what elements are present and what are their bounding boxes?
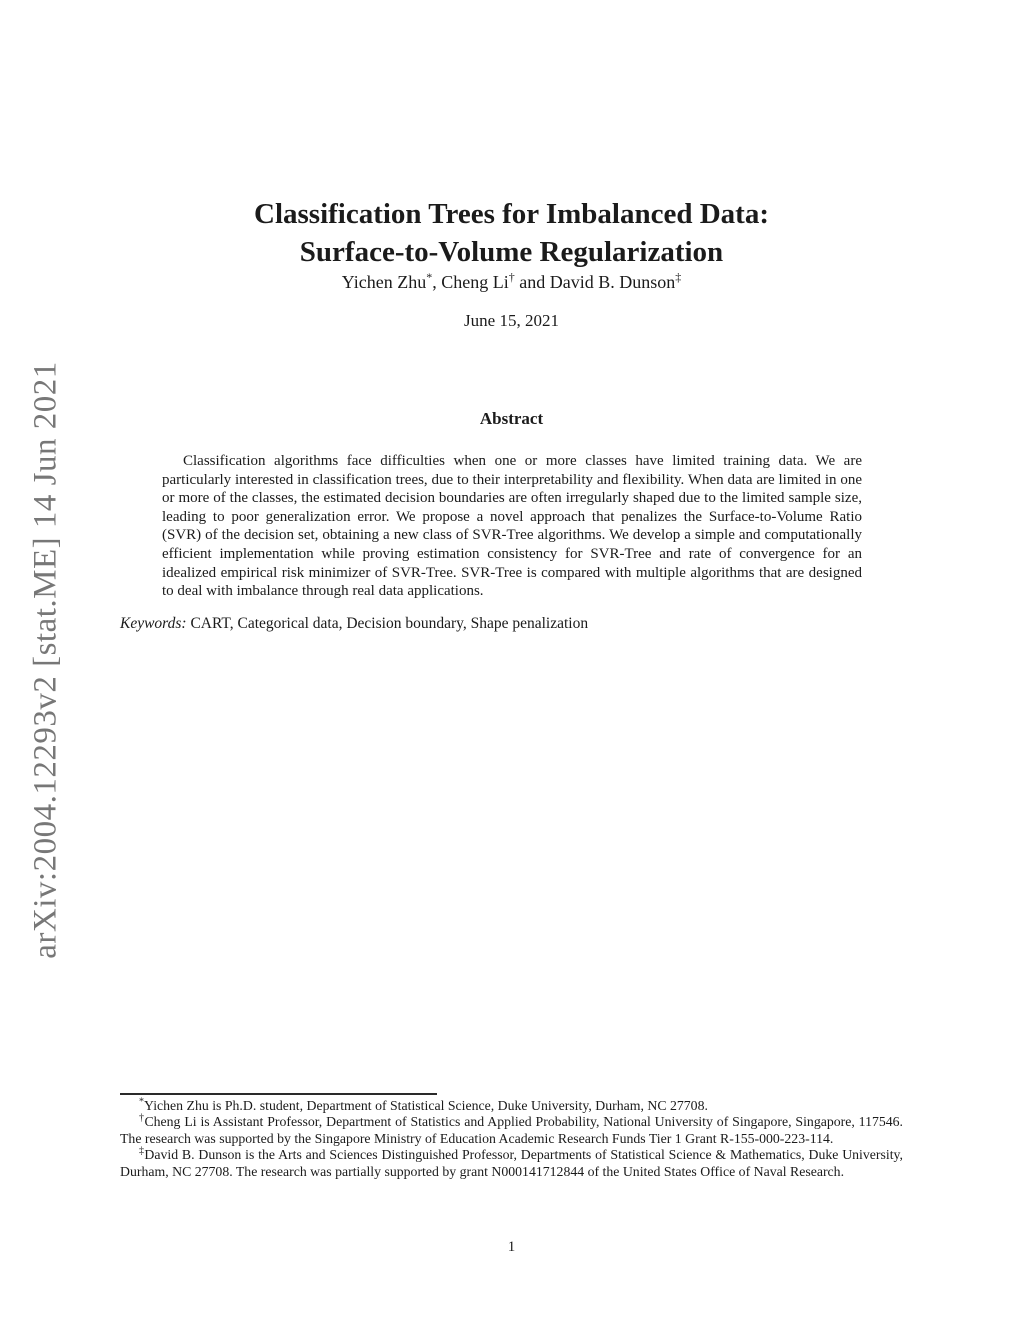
keywords-line	[120, 614, 903, 633]
arxiv-watermark: arXiv:2004.12293v2 [stat.ME] 14 Jun 2021	[27, 361, 64, 959]
abstract-heading: Abstract	[479, 409, 544, 428]
footnotes-section	[120, 1093, 903, 1180]
footnote-text: Cheng Li is Assistant Professor, Department of Statistics and Applied Probability, National University of Singapore, Singapore, 117546. The research was supported by the Singapore Ministry of Education Academic Research Funds Tier 1 Grant R-155-000-223-114.	[120, 1114, 904, 1146]
paper-title	[120, 195, 903, 271]
footnote-rule	[120, 1093, 437, 1095]
footnote-mark: †	[139, 1112, 145, 1124]
keywords-label: Keywords:	[120, 615, 187, 632]
page-number: 1	[507, 1239, 516, 1255]
author-name: Cheng Li	[441, 272, 509, 292]
author-separator: ,	[432, 272, 442, 292]
author-separator: and	[514, 272, 550, 292]
abstract-text: Classification algorithms face difficulties when one or more classes have limited training data. We are particularly interested in classification trees, due to their interpretability and flexibility. When data are limited in one or more of the classes, the estimated decision boundaries are often irregularly shaped due to the limited sample size, leading to poor generalization error. We propose a novel approach that penalizes the Surface-to-Volume Ratio (SVR) of the decision set, obtaining a new class of SVR-Tree algorithms. We develop a simple and computationally efficient implementation while proving estimation consistency for SVR-Tree and rate of convergence for an idealized empirical risk minimizer of SVR-Tree. SVR-Tree is compared with multiple algorithms that are designed to deal with imbalance through real data applications.	[162, 453, 862, 600]
footnote-mark: ‡	[139, 1145, 145, 1157]
author-footnote-mark: ‡	[675, 270, 682, 284]
author-line	[120, 270, 903, 294]
keywords-text: CART, Categorical data, Decision boundary, Shape penalization	[186, 615, 589, 632]
paper-date: June 15, 2021	[464, 311, 559, 330]
author-name: David B. Dunson	[549, 272, 676, 292]
paper-title-line2: Surface-to-Volume Regularization	[299, 236, 724, 269]
author-footnote-mark: *	[426, 270, 433, 284]
paper-title-line1: Classification Trees for Imbalanced Data:	[254, 198, 769, 231]
footnote	[120, 1098, 903, 1114]
footnote	[120, 1114, 903, 1147]
author-footnote-mark: †	[508, 270, 515, 284]
footnote-text: David B. Dunson is the Arts and Sciences Distinguished Professor, Departments of Statistical Science & Mathematics, Duke University, Durham, NC 27708. The research was partially supported by grant N000141712844 of the United States Office of Naval Research.	[120, 1147, 903, 1179]
author-name: Yichen Zhu	[341, 272, 427, 292]
footnote	[120, 1147, 903, 1180]
footnote-text: Yichen Zhu is Ph.D. student, Department of Statistical Science, Duke University, Durham, NC 27708.	[144, 1098, 708, 1113]
footnote-mark: *	[139, 1096, 144, 1108]
